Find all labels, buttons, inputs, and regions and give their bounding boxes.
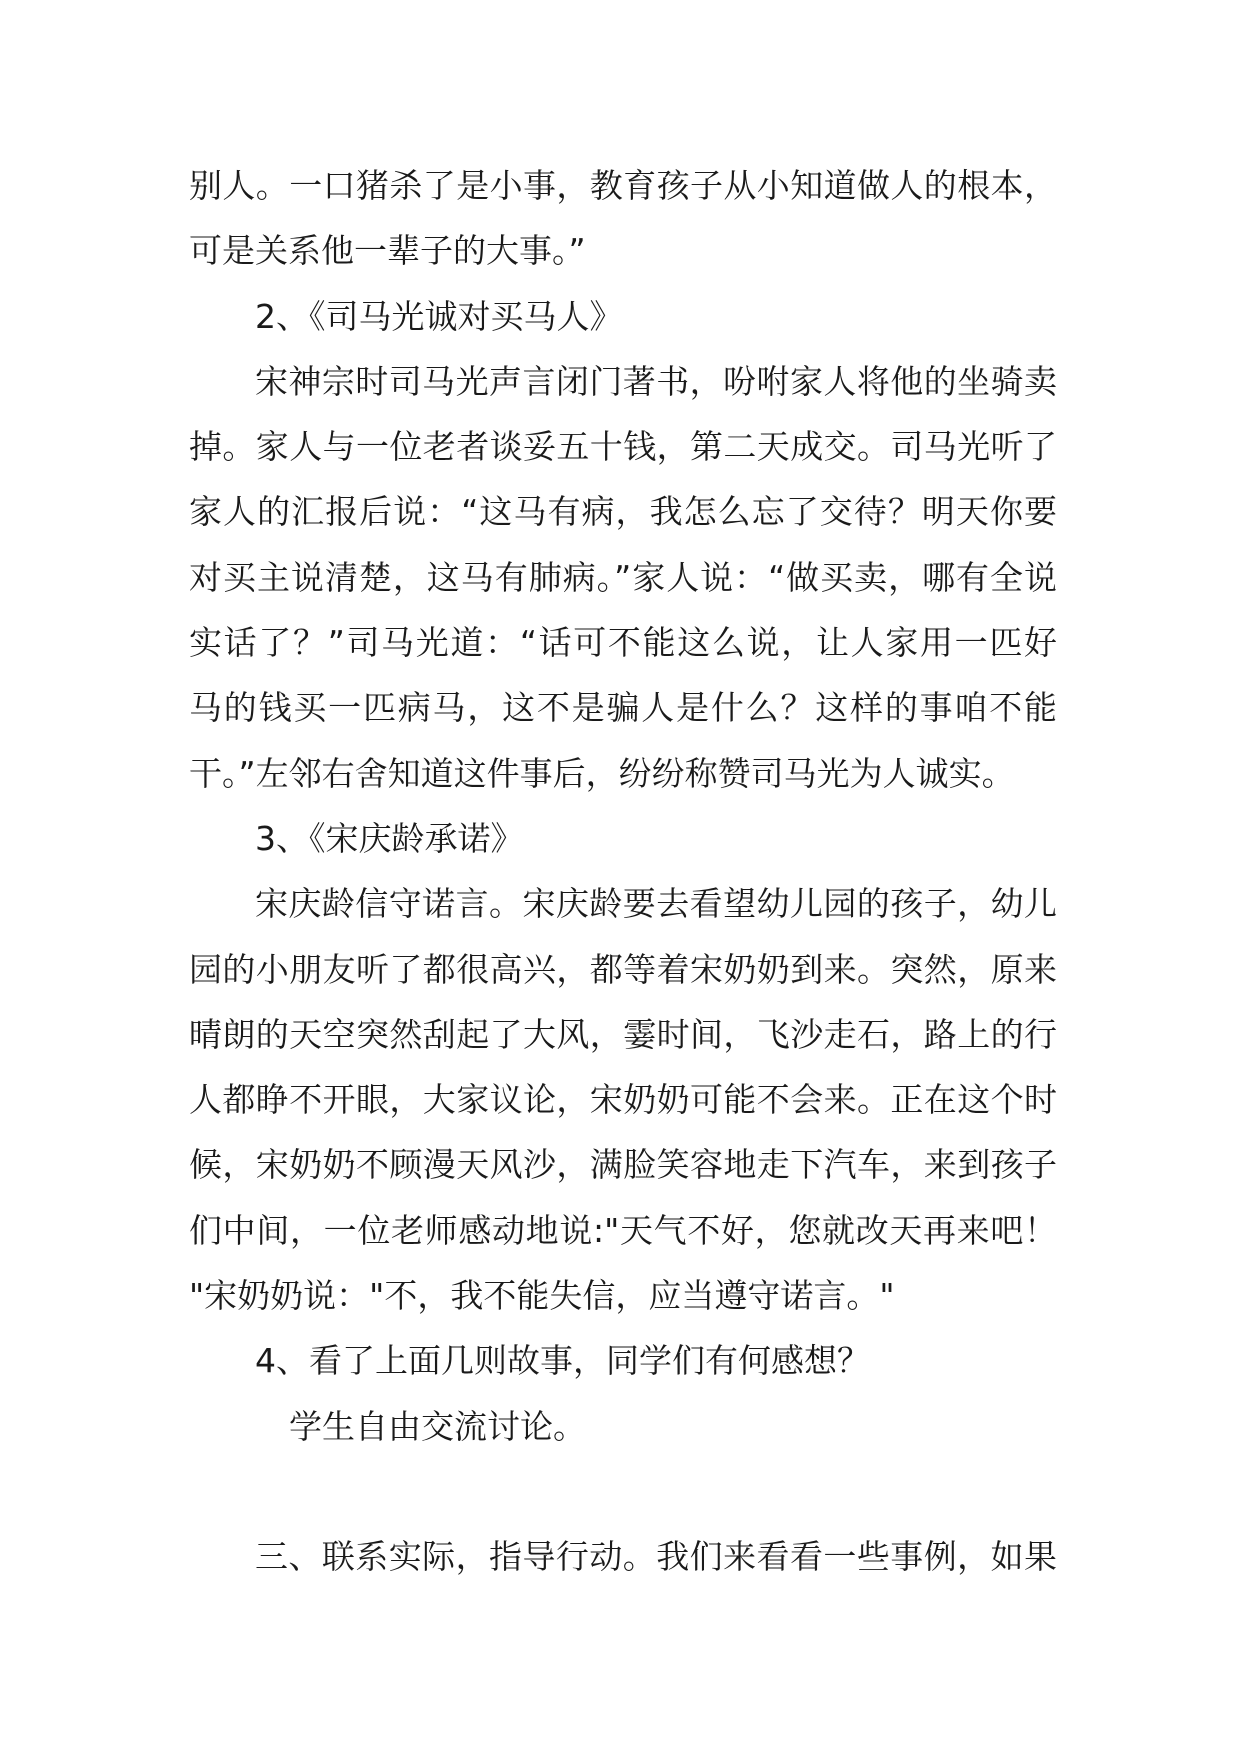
blank-line — [189, 1459, 1057, 1524]
section-heading — [189, 284, 1057, 349]
line-text: 实话了？”司马光道：“话可不能这么说，让人家用一匹好 — [189, 623, 1057, 663]
paragraph-line — [189, 610, 1057, 675]
line-text: 干。”左邻右舍知道这件事后，纷纷称赞司马光为人诚实。 — [189, 753, 1015, 793]
line-text: 宋神宗时司马光声言闭门著书，吩咐家人将他的坐骑卖 — [255, 361, 1057, 401]
paragraph-line — [189, 1132, 1057, 1197]
heading-text: 2、《司马光诚对买马人》 — [255, 296, 623, 336]
paragraph — [189, 349, 1057, 806]
line-text: 掉。家人与一位老者谈妥五十钱，第二天成交。司马光听了 — [189, 427, 1057, 467]
heading-line — [189, 284, 1057, 349]
paragraph — [189, 1524, 1057, 1589]
line-text: 三、联系实际，指导行动。我们来看看一些事例，如果 — [255, 1537, 1057, 1577]
paragraph — [189, 153, 1057, 284]
section-heading — [189, 806, 1057, 871]
line-text: 园的小朋友听了都很高兴，都等着宋奶奶到来。突然，原来 — [189, 949, 1057, 989]
paragraph — [189, 1394, 1057, 1459]
line-text: 人都睁不开眼，大家议论，宋奶奶可能不会来。正在这个时 — [189, 1080, 1057, 1120]
line-text: 对买主说清楚，这马有肺病。”家人说：“做买卖，哪有全说 — [189, 557, 1057, 597]
document-body — [189, 153, 1057, 1590]
paragraph — [189, 871, 1057, 1328]
paragraph-line — [189, 349, 1057, 414]
paragraph-line — [189, 153, 1057, 218]
paragraph-line — [189, 1394, 1057, 1459]
paragraph-line — [189, 545, 1057, 610]
line-text: 可是关系他一辈子的大事。” — [189, 231, 586, 271]
heading-text: 4、看了上面几则故事，同学们有何感想？ — [255, 1341, 870, 1381]
line-text: 宋庆龄信守诺言。宋庆龄要去看望幼儿园的孩子，幼儿 — [255, 884, 1057, 924]
heading-line — [189, 806, 1057, 871]
line-text: 别人。一口猪杀了是小事，教育孩子从小知道做人的根本， — [189, 166, 1057, 205]
paragraph-line — [189, 1263, 1057, 1328]
paragraph-line — [189, 937, 1057, 1002]
line-text: 们中间，一位老师感动地说:"天气不好，您就改天再来吧！ — [189, 1210, 1057, 1250]
heading-text: 3、《宋庆龄承诺》 — [255, 818, 524, 858]
paragraph-line — [189, 741, 1057, 806]
paragraph-line — [189, 479, 1057, 544]
line-text: 家人的汇报后说：“这马有病，我怎么忘了交待？明天你要 — [189, 492, 1057, 532]
line-text: 马的钱买一匹病马，这不是骗人是什么？这样的事咱不能 — [189, 688, 1057, 728]
line-text: 候，宋奶奶不顾漫天风沙，满脸笑容地走下汽车，来到孩子 — [189, 1145, 1057, 1185]
line-text: 晴朗的天空突然刮起了大风，霎时间，飞沙走石，路上的行 — [189, 1014, 1057, 1054]
paragraph-line — [189, 1067, 1057, 1132]
paragraph-line — [189, 414, 1057, 479]
paragraph-line — [189, 871, 1057, 936]
paragraph-line — [189, 1524, 1057, 1589]
heading-line — [189, 1328, 1057, 1393]
paragraph-line — [189, 675, 1057, 740]
line-text: "宋奶奶说："不，我不能失信，应当遵守诺言。" — [189, 1276, 895, 1316]
paragraph-line — [189, 218, 1057, 283]
paragraph-line — [189, 1002, 1057, 1067]
line-text: 学生自由交流讨论。 — [289, 1406, 586, 1446]
section-heading — [189, 1328, 1057, 1393]
paragraph-line — [189, 1198, 1057, 1263]
